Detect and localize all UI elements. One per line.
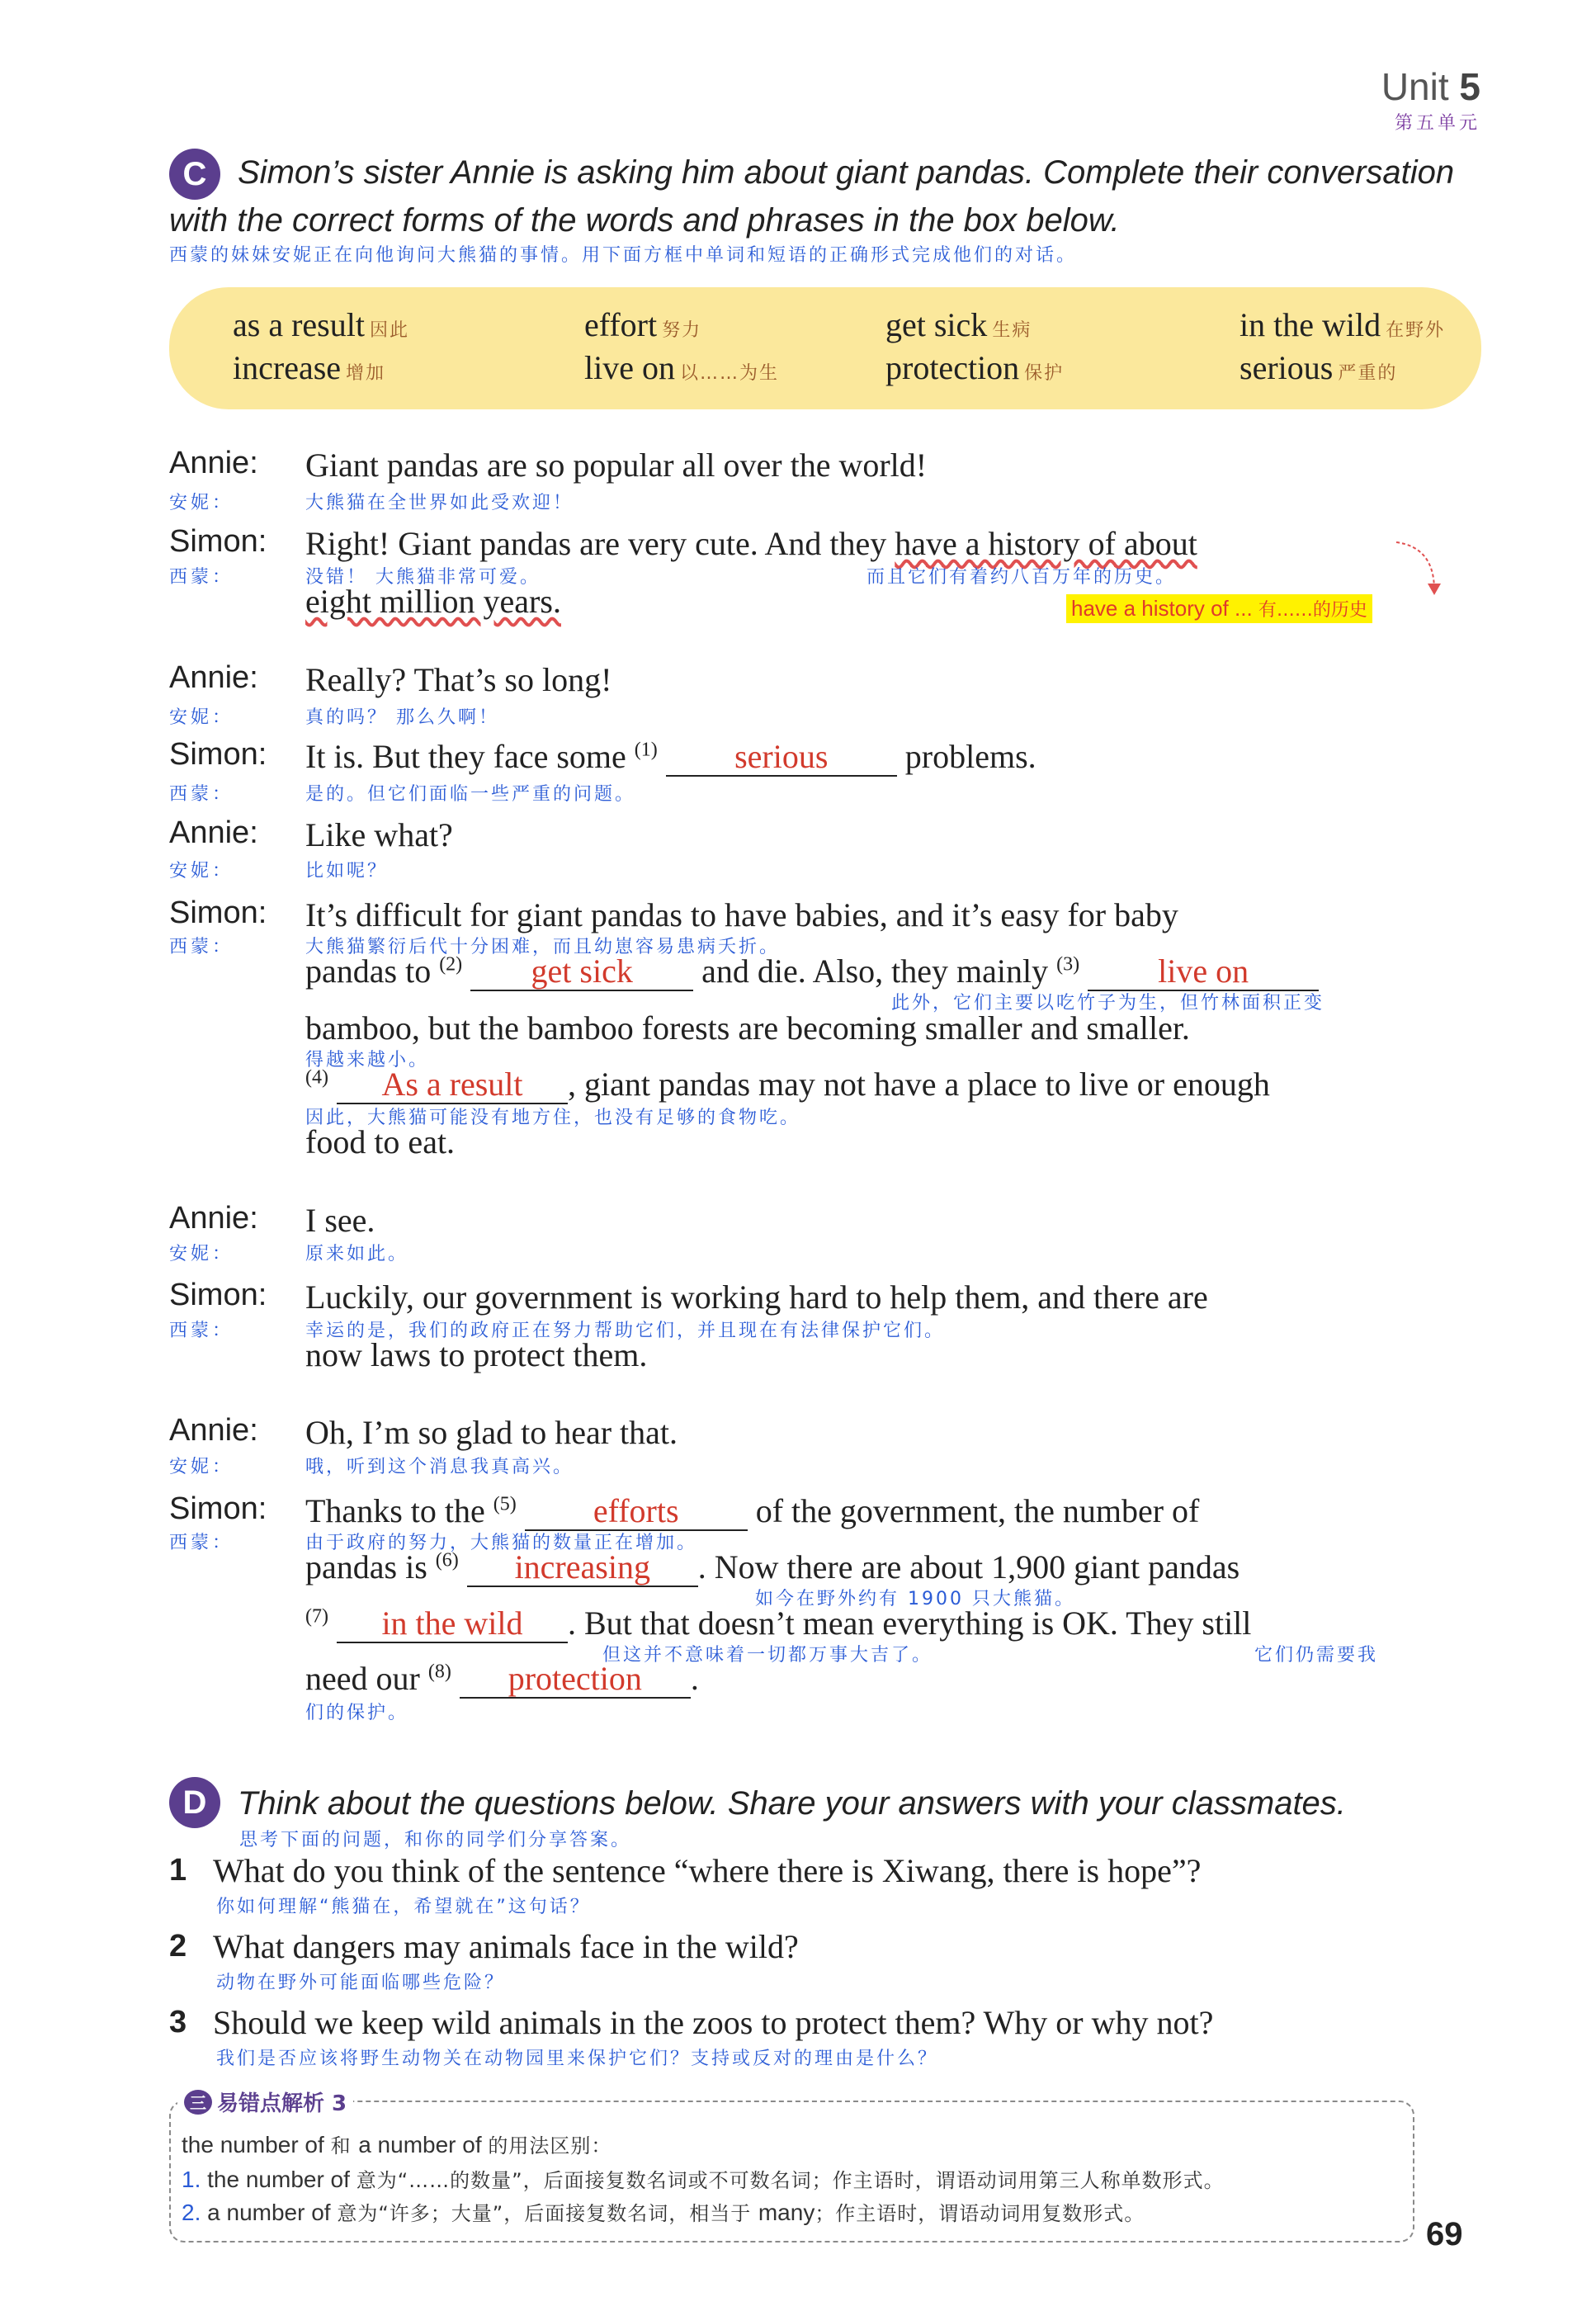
question-text-cn: 你如何理解“熊猫在，希望就在”这句话？ <box>216 1897 591 1917</box>
question-text-cn: 动物在野外可能面临哪些危险？ <box>216 1973 506 1993</box>
dialogue-line-cn: 大熊猫在全世界如此受欢迎！ <box>305 493 574 513</box>
answer-blank-8[interactable]: protection <box>460 1661 691 1699</box>
answer-blank-5[interactable]: efforts <box>525 1493 748 1531</box>
dialogue-line: Really? That’s so long! <box>305 661 612 698</box>
answer-blank-6[interactable]: increasing <box>467 1549 698 1587</box>
speaker-annie: Annie: <box>169 1413 258 1448</box>
dialogue-line: Luckily, our government is working hard to help them, and there are <box>305 1278 1208 1316</box>
question-number: 2 <box>169 1929 187 1964</box>
speaker-simon-cn: 西蒙： <box>169 1321 234 1341</box>
dialogue-line: I see. <box>305 1202 375 1239</box>
question-number: 1 <box>169 1853 187 1888</box>
speaker-annie-cn: 安妮： <box>169 861 234 881</box>
word-box-item: live on 以……为生 <box>584 349 779 386</box>
dialogue-line-cn: 原来如此。 <box>305 1244 409 1264</box>
word-box-item: as a result 因此 <box>233 306 409 343</box>
dialogue-line: bamboo, but the bamboo forests are becoming smaller and smaller. <box>305 1009 1190 1047</box>
speaker-annie-cn: 安妮： <box>169 707 234 728</box>
dialogue-line-cn: 得越来越小。 <box>305 1050 430 1070</box>
dialogue-line-cn: 它们仍需要我 <box>1254 1645 1379 1666</box>
dialogue-line-cn: 们的保护。 <box>305 1703 409 1723</box>
dialogue-line: pandas is $^{(6)}$ increasing . Now there are about 1,900 giant pandas <box>305 1548 1240 1586</box>
highlighted-phrase: have a history of about <box>895 525 1197 562</box>
dialogue-line-cn: 此外，它们主要以吃竹子为生，但竹林面积正变 <box>891 993 1325 1014</box>
answer-blank-4[interactable]: As a result <box>337 1066 568 1104</box>
dialogue-line: Like what? <box>305 816 453 853</box>
section-c-badge: C <box>169 149 220 200</box>
note-line: 1. the number of 意为“……的数量”，后面接复数名词或不可数名词；作主语时，谓语动词用第三人称单数形式。 <box>182 2167 1225 2192</box>
arrow-icon <box>1395 541 1444 598</box>
dialogue-line-cn: 真的吗？ 那么久啊！ <box>305 707 499 728</box>
dialogue-line-cn: 幸运的是，我们的政府正在努力帮助它们，并且现在有法律保护它们。 <box>305 1321 946 1341</box>
dialogue-line: Thanks to the $^{(5)}$ efforts of the government, the number of <box>305 1492 1200 1529</box>
speaker-annie: Annie: <box>169 1201 258 1236</box>
dialogue-line-cn: 没错！ 大熊猫非常可爱。 <box>305 567 541 588</box>
unit-title: Unit 5 <box>1381 65 1480 108</box>
speaker-simon-cn: 西蒙： <box>169 937 234 957</box>
question-text: What do you think of the sentence “where there is Xiwang, there is hope”? <box>213 1852 1202 1889</box>
dialogue-line-cn: 由于政府的努力，大熊猫的数量正在增加。 <box>305 1533 698 1553</box>
dialogue-line: now laws to protect them. <box>305 1336 648 1373</box>
dialogue-line-cn: 比如呢？ <box>305 861 389 881</box>
word-box-item: serious 严重的 <box>1239 349 1398 386</box>
dialogue-line-cn: 但这并不意味着一切都万事大吉了。 <box>602 1645 933 1666</box>
dialogue-line: need our $^{(8)}$ protection . <box>305 1660 699 1697</box>
speaker-simon: Simon: <box>169 1491 267 1526</box>
speaker-simon: Simon: <box>169 524 267 559</box>
dialogue-line: $^{(7)}$ in the wild . But that doesn’t mean everything is OK. They still <box>305 1604 1252 1642</box>
note-line: the number of 和 a number of 的用法区别： <box>182 2132 612 2157</box>
section-d-instruction: Think about the questions below. Share your answers with your classmates. <box>238 1785 1346 1822</box>
section-c-instruction-cn: 西蒙的妹妹安妮正在向他询问大熊猫的事情。用下面方框中单词和短语的正确形式完成他们的对话。 <box>169 245 1078 266</box>
dialogue-line-cn: 如今在野外约有 1900 只大熊猫。 <box>755 1589 1075 1609</box>
dialogue-line-cn: 大熊猫繁衍后代十分困难，而且幼崽容易患病夭折。 <box>305 937 781 957</box>
speaker-simon-cn: 西蒙： <box>169 784 234 805</box>
dialogue-line: $^{(4)}$ As a result , giant pandas may not have a place to live or enough <box>305 1066 1270 1103</box>
speaker-annie: Annie: <box>169 815 258 850</box>
dialogue-line: Right! Giant pandas are very cute. And they have a history of about <box>305 525 1197 562</box>
dialogue-line: eight million years. <box>305 583 561 620</box>
word-box-item: in the wild 在野外 <box>1239 306 1446 343</box>
answer-blank-3[interactable]: live on <box>1088 953 1319 991</box>
dialogue-line-cn: 哦，听到这个消息我真高兴。 <box>305 1457 574 1477</box>
speaker-simon-cn: 西蒙： <box>169 1533 234 1553</box>
dialogue-line: food to eat. <box>305 1123 456 1160</box>
answer-blank-1[interactable]: serious <box>666 739 897 777</box>
question-text: What dangers may animals face in the wild? <box>213 1928 799 1965</box>
speaker-simon-cn: 西蒙： <box>169 567 234 588</box>
section-c-instruction-line2: with the correct forms of the words and phrases in the box below. <box>169 202 1120 239</box>
dialogue-line-cn: 而且它们有着约八百万年的历史。 <box>866 567 1177 588</box>
question-number: 3 <box>169 2005 187 2039</box>
word-box-item: effort 努力 <box>584 306 702 343</box>
dialogue-line: pandas to $^{(2)}$ get sick and die. Also, they mainly $^{(3)}$ live on <box>305 952 1319 991</box>
vocab-note: have a history of ... 有……的历史 <box>1066 594 1372 623</box>
speaker-annie-cn: 安妮： <box>169 1457 234 1477</box>
note-line: 2. a number of 意为“许多；大量”，后面接复数名词，相当于 many；作主语时，谓语动词用复数形式。 <box>182 2200 1145 2225</box>
section-c-instruction-line1: Simon’s sister Annie is asking him about giant pandas. Complete their conversation <box>238 154 1455 191</box>
word-box-item: protection 保护 <box>885 349 1065 386</box>
speaker-annie: Annie: <box>169 660 258 695</box>
error-analysis-tag: 三 易错点解析 3 <box>177 2087 353 2117</box>
dialogue-line: It is. But they face some $^{(1)}$ serious problems. <box>305 738 1036 775</box>
speaker-annie-cn: 安妮： <box>169 1244 234 1264</box>
dialogue-line: It’s difficult for giant pandas to have babies, and it’s easy for baby <box>305 896 1178 933</box>
dialogue-line: Oh, I’m so glad to hear that. <box>305 1414 678 1451</box>
dialogue-line-cn: 是的。但它们面临一些严重的问题。 <box>305 784 636 805</box>
answer-blank-2[interactable]: get sick <box>470 953 693 991</box>
question-text-cn: 我们是否应该将野生动物关在动物园里来保护它们？支持或反对的理由是什么？ <box>216 2049 939 2069</box>
word-box-item: get sick 生病 <box>885 306 1032 343</box>
dialogue-line: Giant pandas are so popular all over the world! <box>305 447 928 484</box>
dialogue-line-cn: 因此，大熊猫可能没有地方住，也没有足够的食物吃。 <box>305 1108 801 1128</box>
unit-subtitle-cn: 第五单元 <box>1394 112 1480 133</box>
badge-icon: 三 <box>184 2090 212 2115</box>
speaker-annie-cn: 安妮： <box>169 493 234 513</box>
question-text: Should we keep wild animals in the zoos to protect them? Why or why not? <box>213 2004 1214 2041</box>
section-d-instruction-cn: 思考下面的问题，和你的同学们分享答案。 <box>239 1830 632 1850</box>
answer-blank-7[interactable]: in the wild <box>337 1605 568 1643</box>
page-number: 69 <box>1426 2216 1463 2252</box>
section-d-badge: D <box>169 1777 220 1828</box>
speaker-annie: Annie: <box>169 446 258 480</box>
speaker-simon: Simon: <box>169 737 267 772</box>
speaker-simon: Simon: <box>169 1278 267 1312</box>
word-box-item: increase 增加 <box>233 349 386 386</box>
speaker-simon: Simon: <box>169 896 267 930</box>
